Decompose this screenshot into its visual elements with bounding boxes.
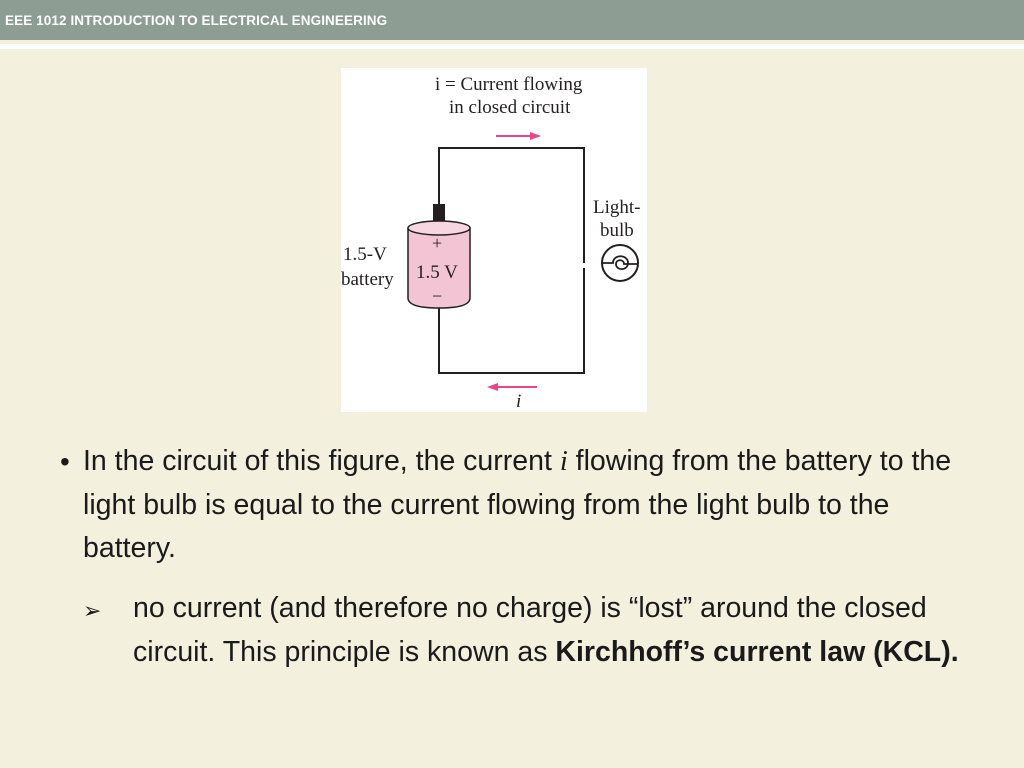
circuit-diagram bbox=[341, 68, 647, 412]
current-label-line2: in closed circuit bbox=[449, 97, 571, 118]
slide-header-title: EEE 1012 INTRODUCTION TO ELECTRICAL ENGINEERING bbox=[5, 13, 388, 28]
header-bar bbox=[0, 0, 1024, 40]
bulb-label-line2: bulb bbox=[600, 220, 634, 241]
sub-bullet-text bbox=[133, 586, 993, 674]
bullet-marker: • bbox=[60, 446, 70, 477]
battery-label-line2: battery bbox=[341, 269, 394, 290]
bullet-text-pre: In the circuit of this figure, the current bbox=[83, 445, 560, 477]
circuit-figure bbox=[341, 68, 647, 412]
top-current-arrowhead bbox=[530, 132, 541, 140]
battery-plus: + bbox=[432, 233, 443, 253]
current-label-line1: i = Current flowing bbox=[435, 74, 583, 95]
bottom-current-arrowhead bbox=[487, 383, 498, 391]
bullet-text bbox=[83, 440, 983, 571]
current-variable: i bbox=[559, 446, 568, 477]
sub-bullet-plain: no current (and therefore no charge) is “lost” around the closed circuit. This principle is known as bbox=[133, 592, 927, 668]
bottom-current-label: i bbox=[516, 391, 522, 412]
header-divider bbox=[0, 44, 1024, 49]
bullet-text-post: flowing from the battery to the light bulb is equal to the current flowing from the light bulb to the battery. bbox=[83, 445, 952, 564]
bulb-label-line1: Light- bbox=[593, 197, 641, 218]
battery-label-line1: 1.5-V bbox=[343, 244, 387, 265]
kcl-term: Kirchhoff’s current law (KCL). bbox=[555, 636, 959, 668]
battery-minus: − bbox=[432, 286, 443, 306]
sub-bullet-arrow-icon: ➢ bbox=[83, 599, 102, 624]
battery-voltage: 1.5 V bbox=[416, 262, 458, 283]
